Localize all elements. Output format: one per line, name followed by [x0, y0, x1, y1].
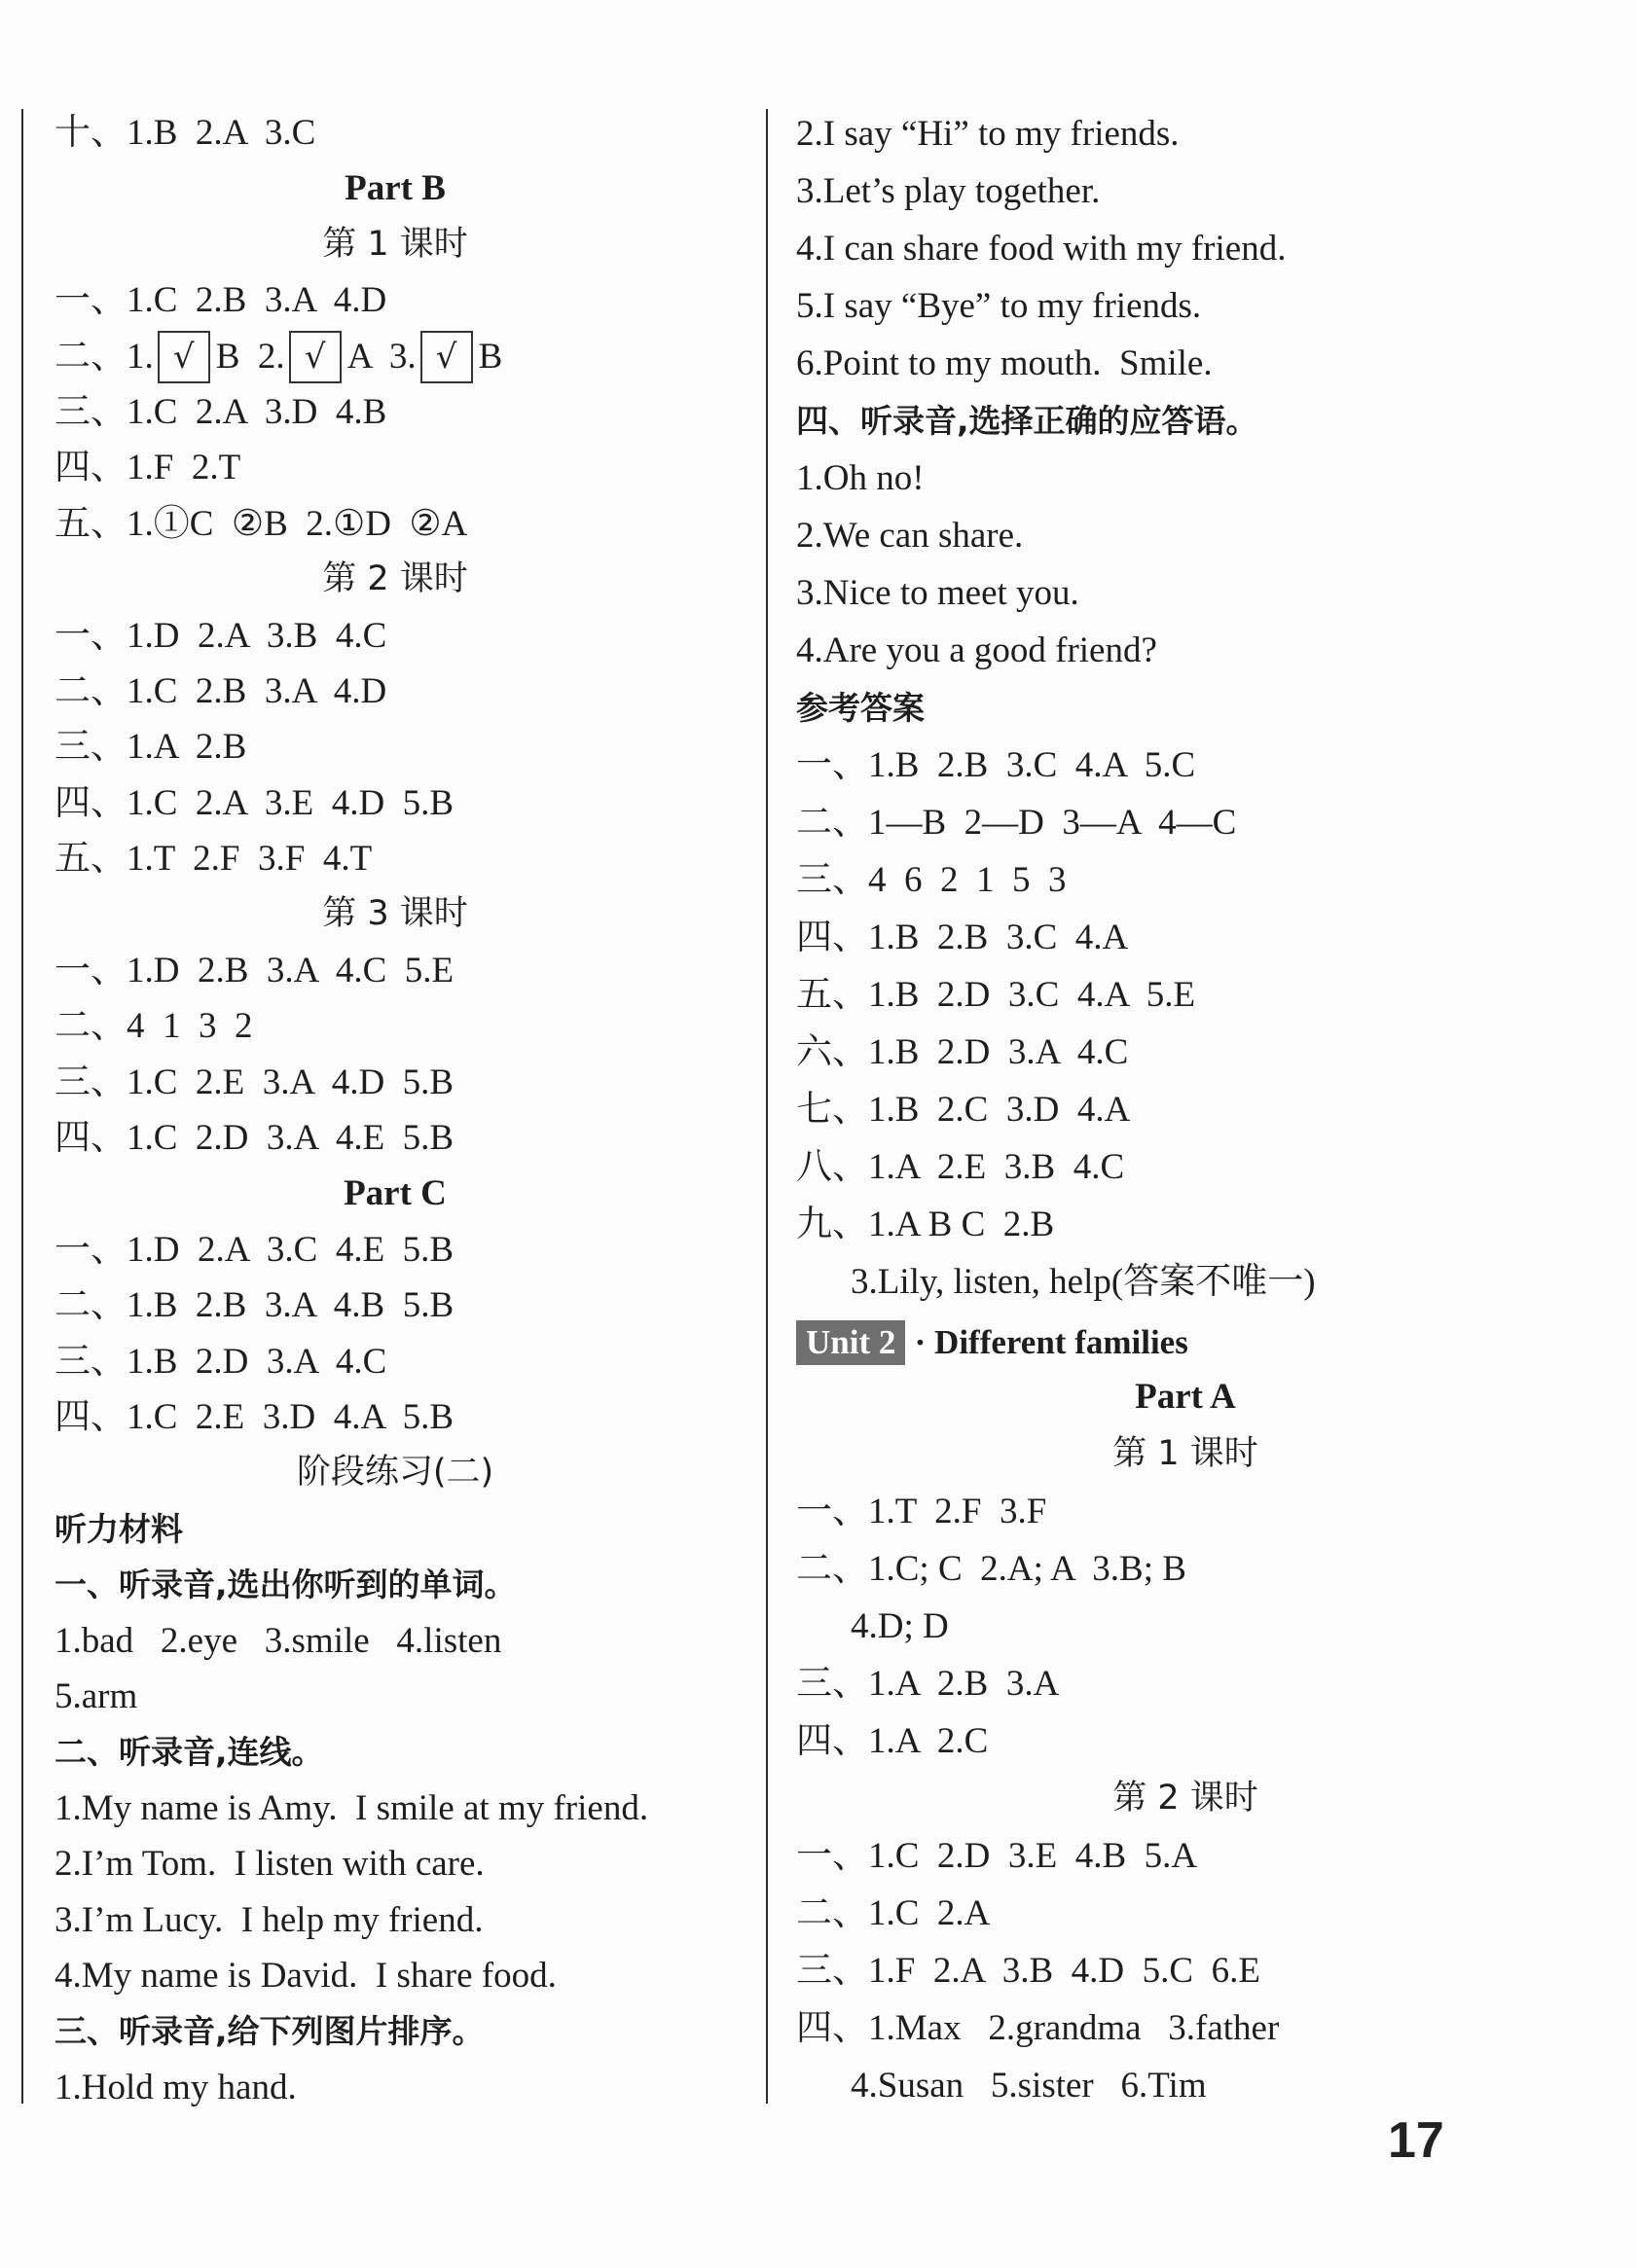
checkmark-box: √: [289, 331, 342, 383]
answer-line: 二、1.B 2.B 3.A 4.B 5.B: [55, 1285, 455, 1326]
checkmark-box: √: [420, 331, 473, 383]
answer-text: B 2.: [215, 336, 285, 377]
part-heading: Part B: [345, 168, 446, 209]
answer-line: 三、1.B 2.D 3.A 4.C: [55, 1341, 387, 1382]
answer-line: 六、1.B 2.D 3.A 4.C: [796, 1032, 1129, 1072]
answer-line: 四、1.Max 2.grandma 3.father: [796, 2008, 1280, 2048]
part-heading: Part C: [344, 1173, 447, 1214]
answer-line: 4.Susan 5.sister 6.Tim: [851, 2066, 1207, 2106]
instruction-line: 听力材料: [55, 1509, 183, 1548]
answer-line: 一、1.D 2.A 3.C 4.E 5.B: [55, 1229, 455, 1270]
answer-line: 四、1.A 2.C: [796, 1721, 989, 1761]
right-column: [796, 105, 1575, 2114]
answer-line: 一、1.C 2.D 3.E 4.B 5.A: [796, 1836, 1198, 1876]
unit-badge: Unit 2: [796, 1320, 905, 1365]
answer-line: 二、1.C 2.A: [796, 1893, 991, 1933]
answer-line: 一、1.B 2.B 3.C 4.A 5.C: [796, 745, 1196, 785]
answer-line: 二、1.C 2.B 3.A 4.D: [55, 670, 387, 711]
answer-line: 八、1.A 2.E 3.B 4.C: [796, 1147, 1125, 1187]
answer-line: 4.My name is David. I share food.: [55, 1955, 557, 1996]
answer-line: 三、1.C 2.A 3.D 4.B: [55, 391, 387, 432]
answer-line: 2.I say “Hi” to my friends.: [796, 114, 1180, 154]
section-heading: 第 2 课时: [322, 559, 468, 599]
answer-line: 二、4 1 3 2: [55, 1006, 253, 1047]
answer-line: 四、1.C 2.E 3.D 4.A 5.B: [55, 1396, 455, 1437]
instruction-line: 四、听录音,选择正确的应答语。: [796, 402, 1258, 440]
answer-line: 四、1.F 2.T: [55, 448, 241, 488]
answer-line: 4.I can share food with my friend.: [796, 229, 1287, 269]
left-column: [55, 105, 736, 2115]
answer-line: 3.Lily, listen, help(答案不唯一): [851, 1262, 1316, 1302]
answer-line: 五、1.①C ②B 2.①D ②A: [55, 503, 468, 544]
answer-line: 四、1.C 2.D 3.A 4.E 5.B: [55, 1118, 455, 1159]
answer-line: 一、1.D 2.B 3.A 4.C 5.E: [55, 950, 455, 990]
instruction-line: 三、听录音,给下列图片排序。: [55, 2012, 485, 2051]
answer-line: 四、1.C 2.A 3.E 4.D 5.B: [55, 782, 455, 823]
unit-title: · Different families: [914, 1323, 1188, 1362]
answer-line: 1.Hold my hand.: [55, 2067, 297, 2107]
answer-line: 三、1.F 2.A 3.B 4.D 5.C 6.E: [796, 1951, 1260, 1991]
answer-line: 1.Oh no!: [796, 458, 925, 498]
answer-line: 3.Let’s play together.: [796, 171, 1101, 211]
answer-line: 5.I say “Bye” to my friends.: [796, 286, 1202, 326]
column-divider: [766, 109, 768, 2104]
unit-heading: [796, 1311, 1575, 1368]
answer-line: 3.Nice to meet you.: [796, 573, 1079, 613]
answer-line: 4.Are you a good friend?: [796, 630, 1157, 670]
answer-line: 三、1.C 2.E 3.A 4.D 5.B: [55, 1062, 455, 1102]
section-heading: 第 2 课时: [1112, 1779, 1258, 1818]
answer-line: 五、1.B 2.D 3.C 4.A 5.E: [796, 975, 1196, 1015]
checkmark-box: √: [158, 331, 210, 383]
instruction-line: 参考答案: [796, 689, 925, 727]
section-heading: 第 1 课时: [322, 224, 468, 264]
instruction-line: 一、听录音,选出你听到的单词。: [55, 1566, 517, 1604]
instruction-line: 二、听录音,连线。: [55, 1733, 324, 1772]
answer-line: 三、1.A 2.B 3.A: [796, 1664, 1060, 1704]
answer-line: 三、1.A 2.B: [55, 727, 247, 768]
answer-line: 一、1.C 2.B 3.A 4.D: [55, 280, 387, 321]
answer-line: 5.arm: [55, 1675, 138, 1716]
answer-text: A 3.: [346, 336, 417, 377]
answer-line: 4.D; D: [851, 1606, 949, 1646]
answer-text: B: [478, 336, 503, 377]
answer-line-checkboxes: [55, 329, 736, 384]
answer-line: 四、1.B 2.B 3.C 4.A: [796, 918, 1129, 957]
answer-line: 1.My name is Amy. I smile at my friend.: [55, 1787, 649, 1828]
answer-text: 二、1.: [55, 336, 154, 377]
answer-line: 二、1—B 2—D 3—A 4—C: [796, 803, 1237, 843]
answer-line: 十、1.B 2.A 3.C: [55, 113, 316, 153]
section-heading: 第 1 课时: [1112, 1434, 1258, 1473]
part-heading: Part A: [1135, 1377, 1236, 1417]
answer-line: 2.We can share.: [796, 516, 1024, 556]
answer-line: 一、1.D 2.A 3.B 4.C: [55, 615, 387, 656]
answer-line: 三、4 6 2 1 5 3: [796, 860, 1067, 900]
answer-line: 3.I’m Lucy. I help my friend.: [55, 1899, 484, 1940]
section-heading: 阶段练习(二): [296, 1453, 494, 1493]
answer-line: 一、1.T 2.F 3.F: [796, 1492, 1047, 1531]
page-number: 17: [1388, 2112, 1444, 2169]
answer-line: 五、1.T 2.F 3.F 4.T: [55, 839, 373, 880]
answer-line: 2.I’m Tom. I listen with care.: [55, 1844, 485, 1885]
section-heading: 第 3 课时: [322, 894, 468, 934]
answer-line: 1.bad 2.eye 3.smile 4.listen: [55, 1620, 502, 1661]
answer-line: 七、1.B 2.C 3.D 4.A: [796, 1090, 1131, 1130]
answer-line: 九、1.A B C 2.B: [796, 1205, 1055, 1244]
answer-line: 6.Point to my mouth. Smile.: [796, 343, 1213, 383]
answer-line: 二、1.C; C 2.A; A 3.B; B: [796, 1549, 1186, 1589]
left-margin-rule: [21, 109, 23, 2104]
